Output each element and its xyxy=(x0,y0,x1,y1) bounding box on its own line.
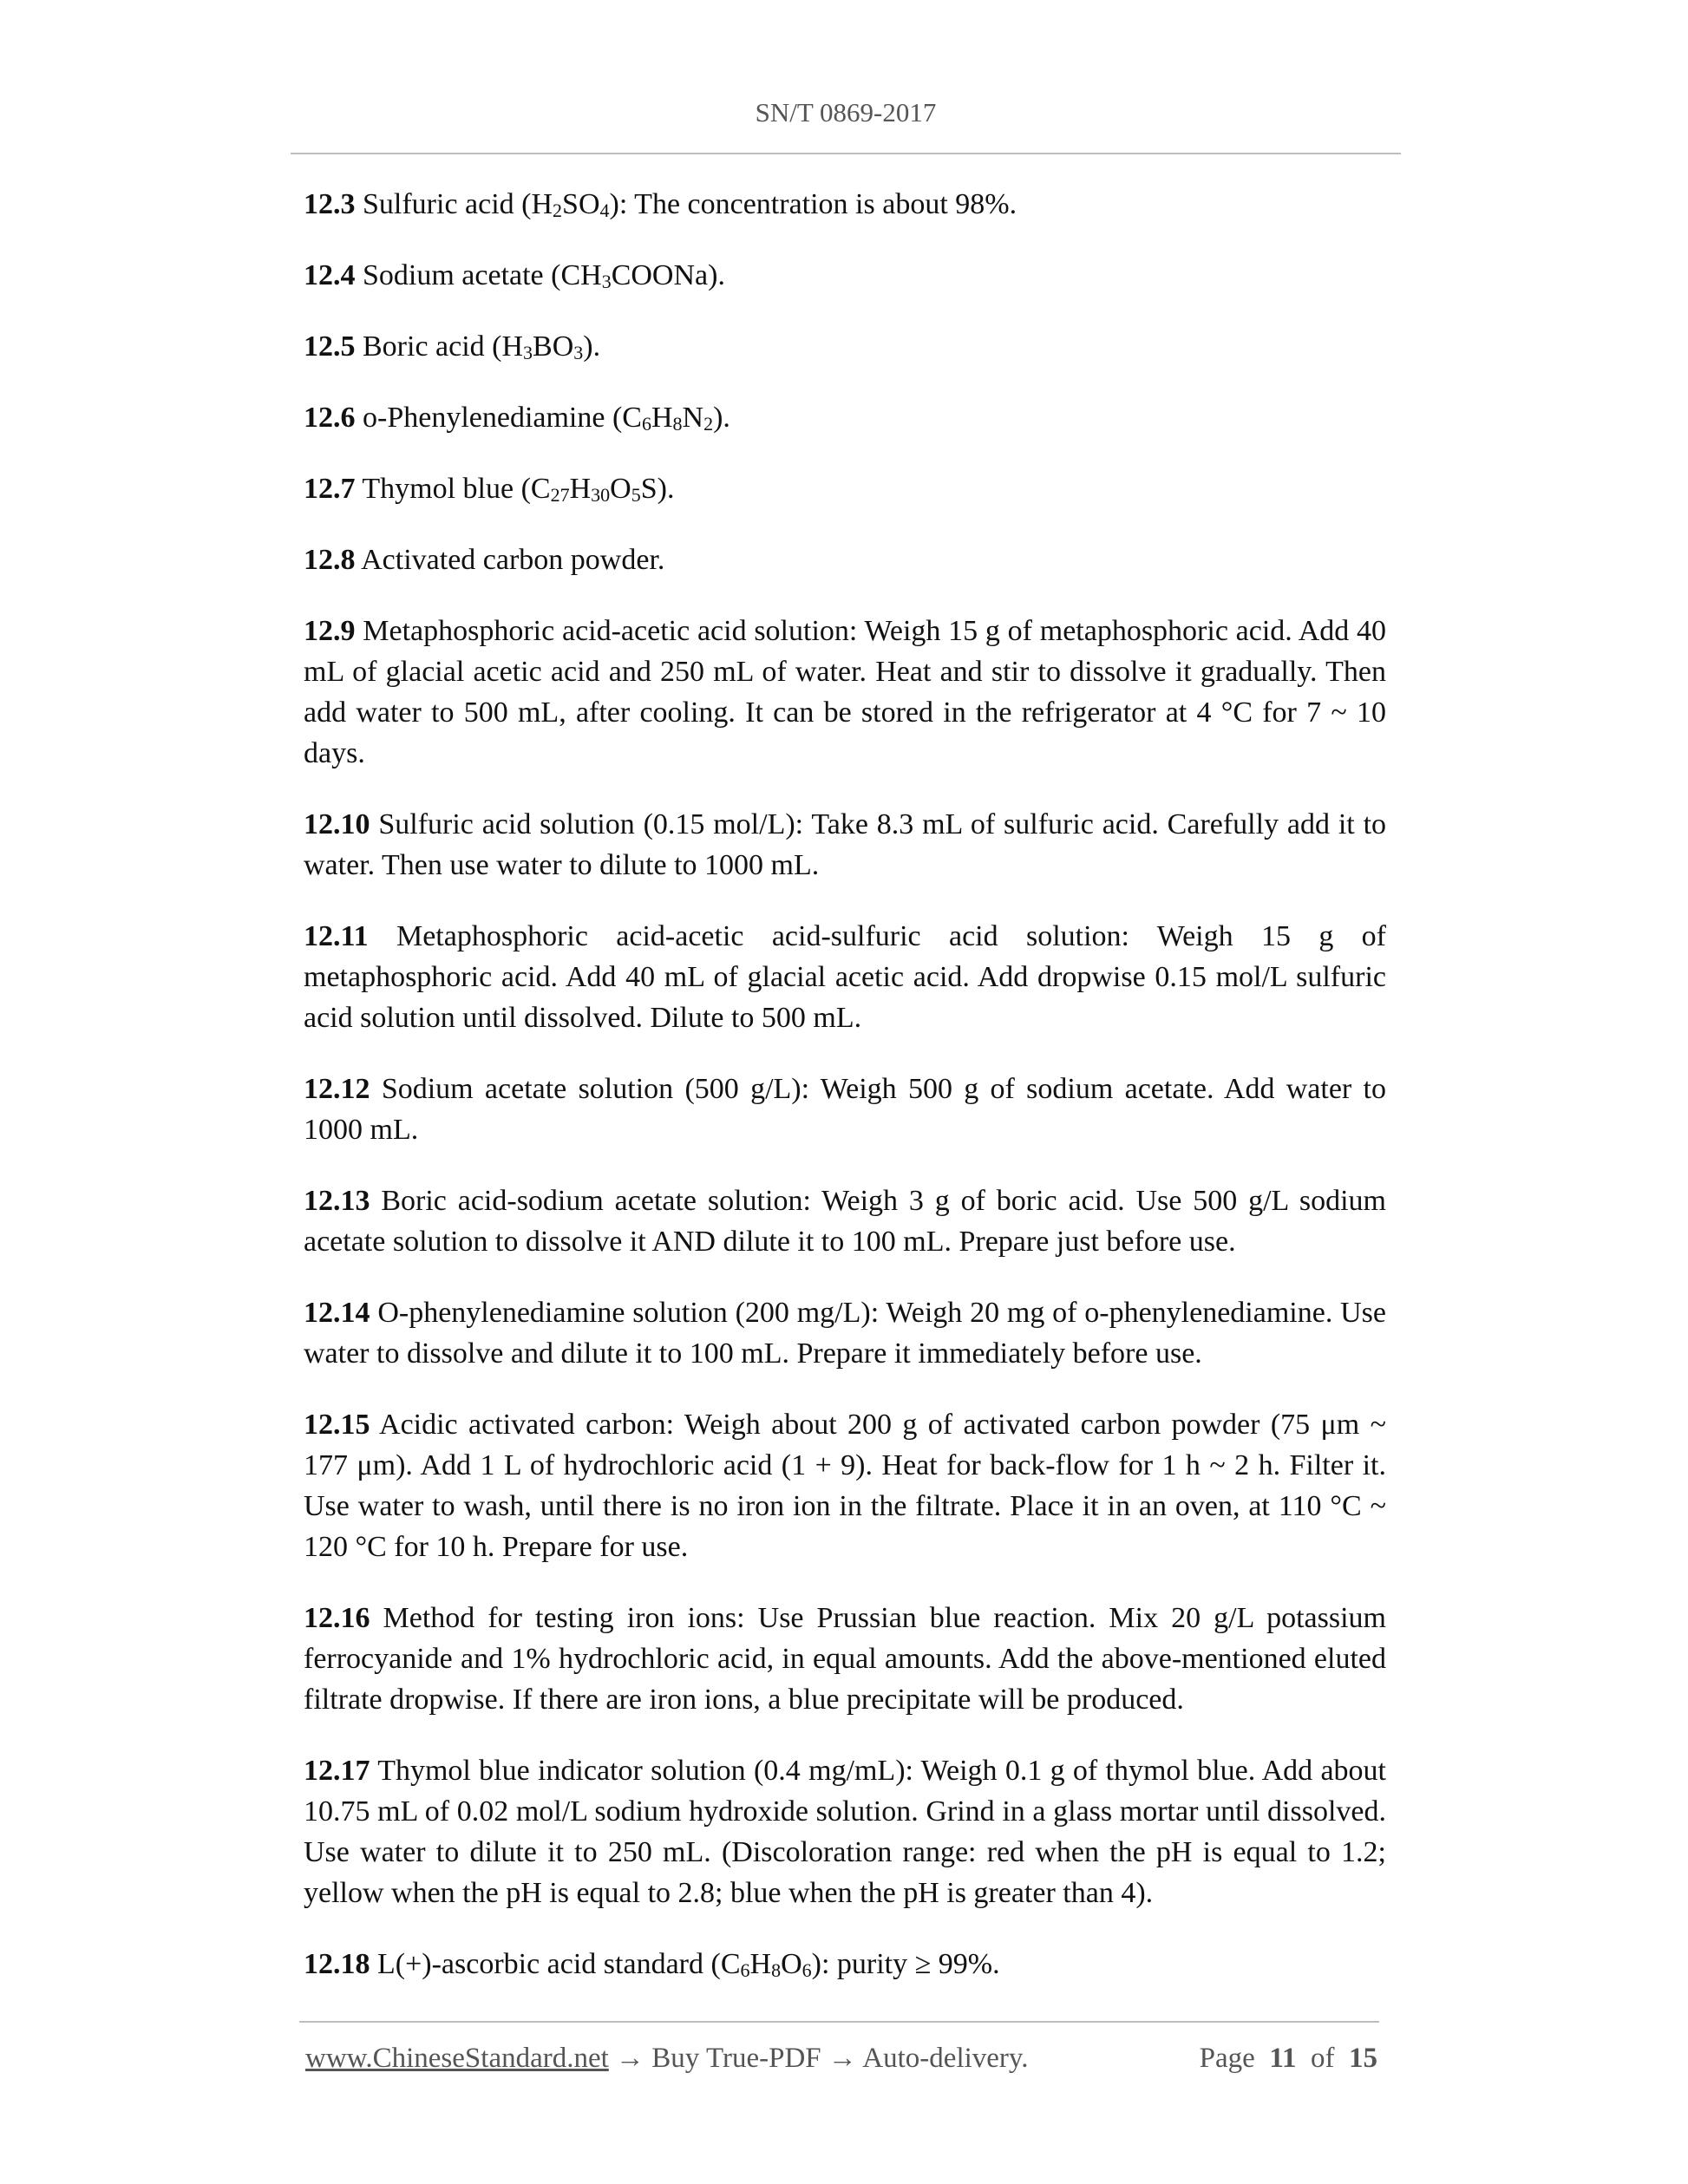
clause-12-8: 12.8 Activated carbon powder. xyxy=(304,544,665,576)
document-header-id: SN/T 0869-2017 xyxy=(755,97,937,128)
clause-12-9: 12.9 Metaphosphoric acid-acetic acid solution: Weigh 15 g of metaphosphoric acid. Add 40 mL of glacial acetic acid and 250 mL of water. Heat and stir to dissolve it gradually. Then add water to 500 mL, after cooling. It can be stored in the refrigerator at 4 °C for 7 ~ 10 days. xyxy=(304,615,1387,769)
clause-12-17: 12.17 Thymol blue indicator solution (0.4 mg/mL): Weigh 0.1 g of thymol blue. Add about 10.75 mL of 0.02 mol/L sodium hydroxide solution. Grind in a glass mortar until dissolved. Use water to dilute it to 250 mL. (Discoloration range: red when the pH is equal to 1.2; yellow when the pH is equal to 2.8; blue when the pH is greater than 4). xyxy=(304,1755,1387,1909)
document-body xyxy=(304,184,1386,2015)
clause-12-6: 12.6 o-Phenylenediamine $(C_6H_8N_2)$. xyxy=(304,402,730,435)
clause-number: 12.6 xyxy=(304,402,356,434)
footer-divider xyxy=(299,2021,1379,2023)
clause-12-18: 12.18 L(+)-ascorbic acid standard $(C_6H_8O_6)$: purity ≥ 99%. xyxy=(304,1948,1000,1981)
clause-number: 12.3 xyxy=(304,188,356,220)
current-page: 11 xyxy=(1269,2043,1297,2074)
clause-12-13: 12.13 Boric acid-sodium acetate solution: Weigh 3 g of boric acid. Use 500 g/L sodium acetate solution to dissolve it AND dilute it to 100 mL. Prepare just before use. xyxy=(304,1185,1387,1258)
clause-12-3: 12.3 Sulfuric acid $(H_2SO_4)$: The concentration is about 98%. xyxy=(304,188,1017,221)
clause-12-10: 12.10 Sulfuric acid solution (0.15 mol/L): Take 8.3 mL of sulfuric acid. Carefully add it to water. Then use water to dilute to 1000 mL. xyxy=(304,808,1387,881)
clause-12-7: 12.7 Thymol blue $(C_{27}H_{30}O_5S)$. xyxy=(304,473,675,506)
clause-12-15: 12.15 Acidic activated carbon: Weigh about 200 g of activated carbon powder (75 μm ~ 177 μm). Add 1 L of hydrochloric acid (1 + 9). Heat for back-flow for 1 h ~ 2 h. Filter it. Use water to wash, until there is no iron ion in the filtrate. Place it in an oven, at 110 °C ~ 120 °C for 10 h. Prepare for use. xyxy=(304,1409,1387,1563)
clause-number: 12.5 xyxy=(304,330,356,363)
total-pages: 15 xyxy=(1349,2043,1377,2074)
footer-site-link[interactable]: www.ChineseStandard.net xyxy=(305,2043,609,2074)
clause-12-5: 12.5 Boric acid $(H_3BO_3)$. xyxy=(304,330,601,363)
clause-number: 12.10 xyxy=(304,808,370,840)
clause-number: 12.18 xyxy=(304,1948,370,1980)
page-number: Page 11 of 15 xyxy=(1199,2043,1377,2074)
header-divider xyxy=(291,153,1401,154)
clause-12-4: 12.4 Sodium acetate $(CH_3COONa)$. xyxy=(304,259,725,292)
clause-number: 12.13 xyxy=(304,1185,370,1217)
page-footer xyxy=(305,2043,1377,2075)
clause-number: 12.4 xyxy=(304,259,356,291)
clause-12-12: 12.12 Sodium acetate solution (500 g/L): Weigh 500 g of sodium acetate. Add water to 1000 mL. xyxy=(304,1073,1386,1146)
clause-12-14: 12.14 O-phenylenediamine solution (200 mg/L): Weigh 20 mg of o-phenylenediamine. Use water to dissolve and dilute it to 100 mL. Prepare it immediately before use. xyxy=(304,1297,1387,1370)
clause-number: 12.12 xyxy=(304,1073,370,1105)
clause-number: 12.15 xyxy=(304,1409,370,1441)
clause-number: 12.9 xyxy=(304,615,356,647)
clause-12-16: 12.16 Method for testing iron ions: Use Prussian blue reaction. Mix 20 g/L potassium ferrocyanide and 1% hydrochloric acid, in equal amounts. Add the above-mentioned eluted filtrate dropwise. If there are iron ions, a blue precipitate will be produced. xyxy=(304,1602,1386,1716)
footer-promo-text: → Buy True-PDF → Auto-delivery. xyxy=(608,2043,1029,2074)
clause-number: 12.16 xyxy=(304,1602,370,1634)
clause-number: 12.17 xyxy=(304,1755,370,1787)
clause-number: 12.11 xyxy=(304,920,369,952)
clause-number: 12.14 xyxy=(304,1297,370,1329)
clause-number: 12.8 xyxy=(304,544,356,576)
clause-number: 12.7 xyxy=(304,473,356,505)
clause-12-11: 12.11 Metaphosphoric acid-acetic acid-sulfuric acid solution: Weigh 15 g of metaphosphoric acid. Add 40 mL of glacial acetic acid. Add dropwise 0.15 mol/L sulfuric acid solution until dissolved. Dilute to 500 mL. xyxy=(304,920,1386,1034)
